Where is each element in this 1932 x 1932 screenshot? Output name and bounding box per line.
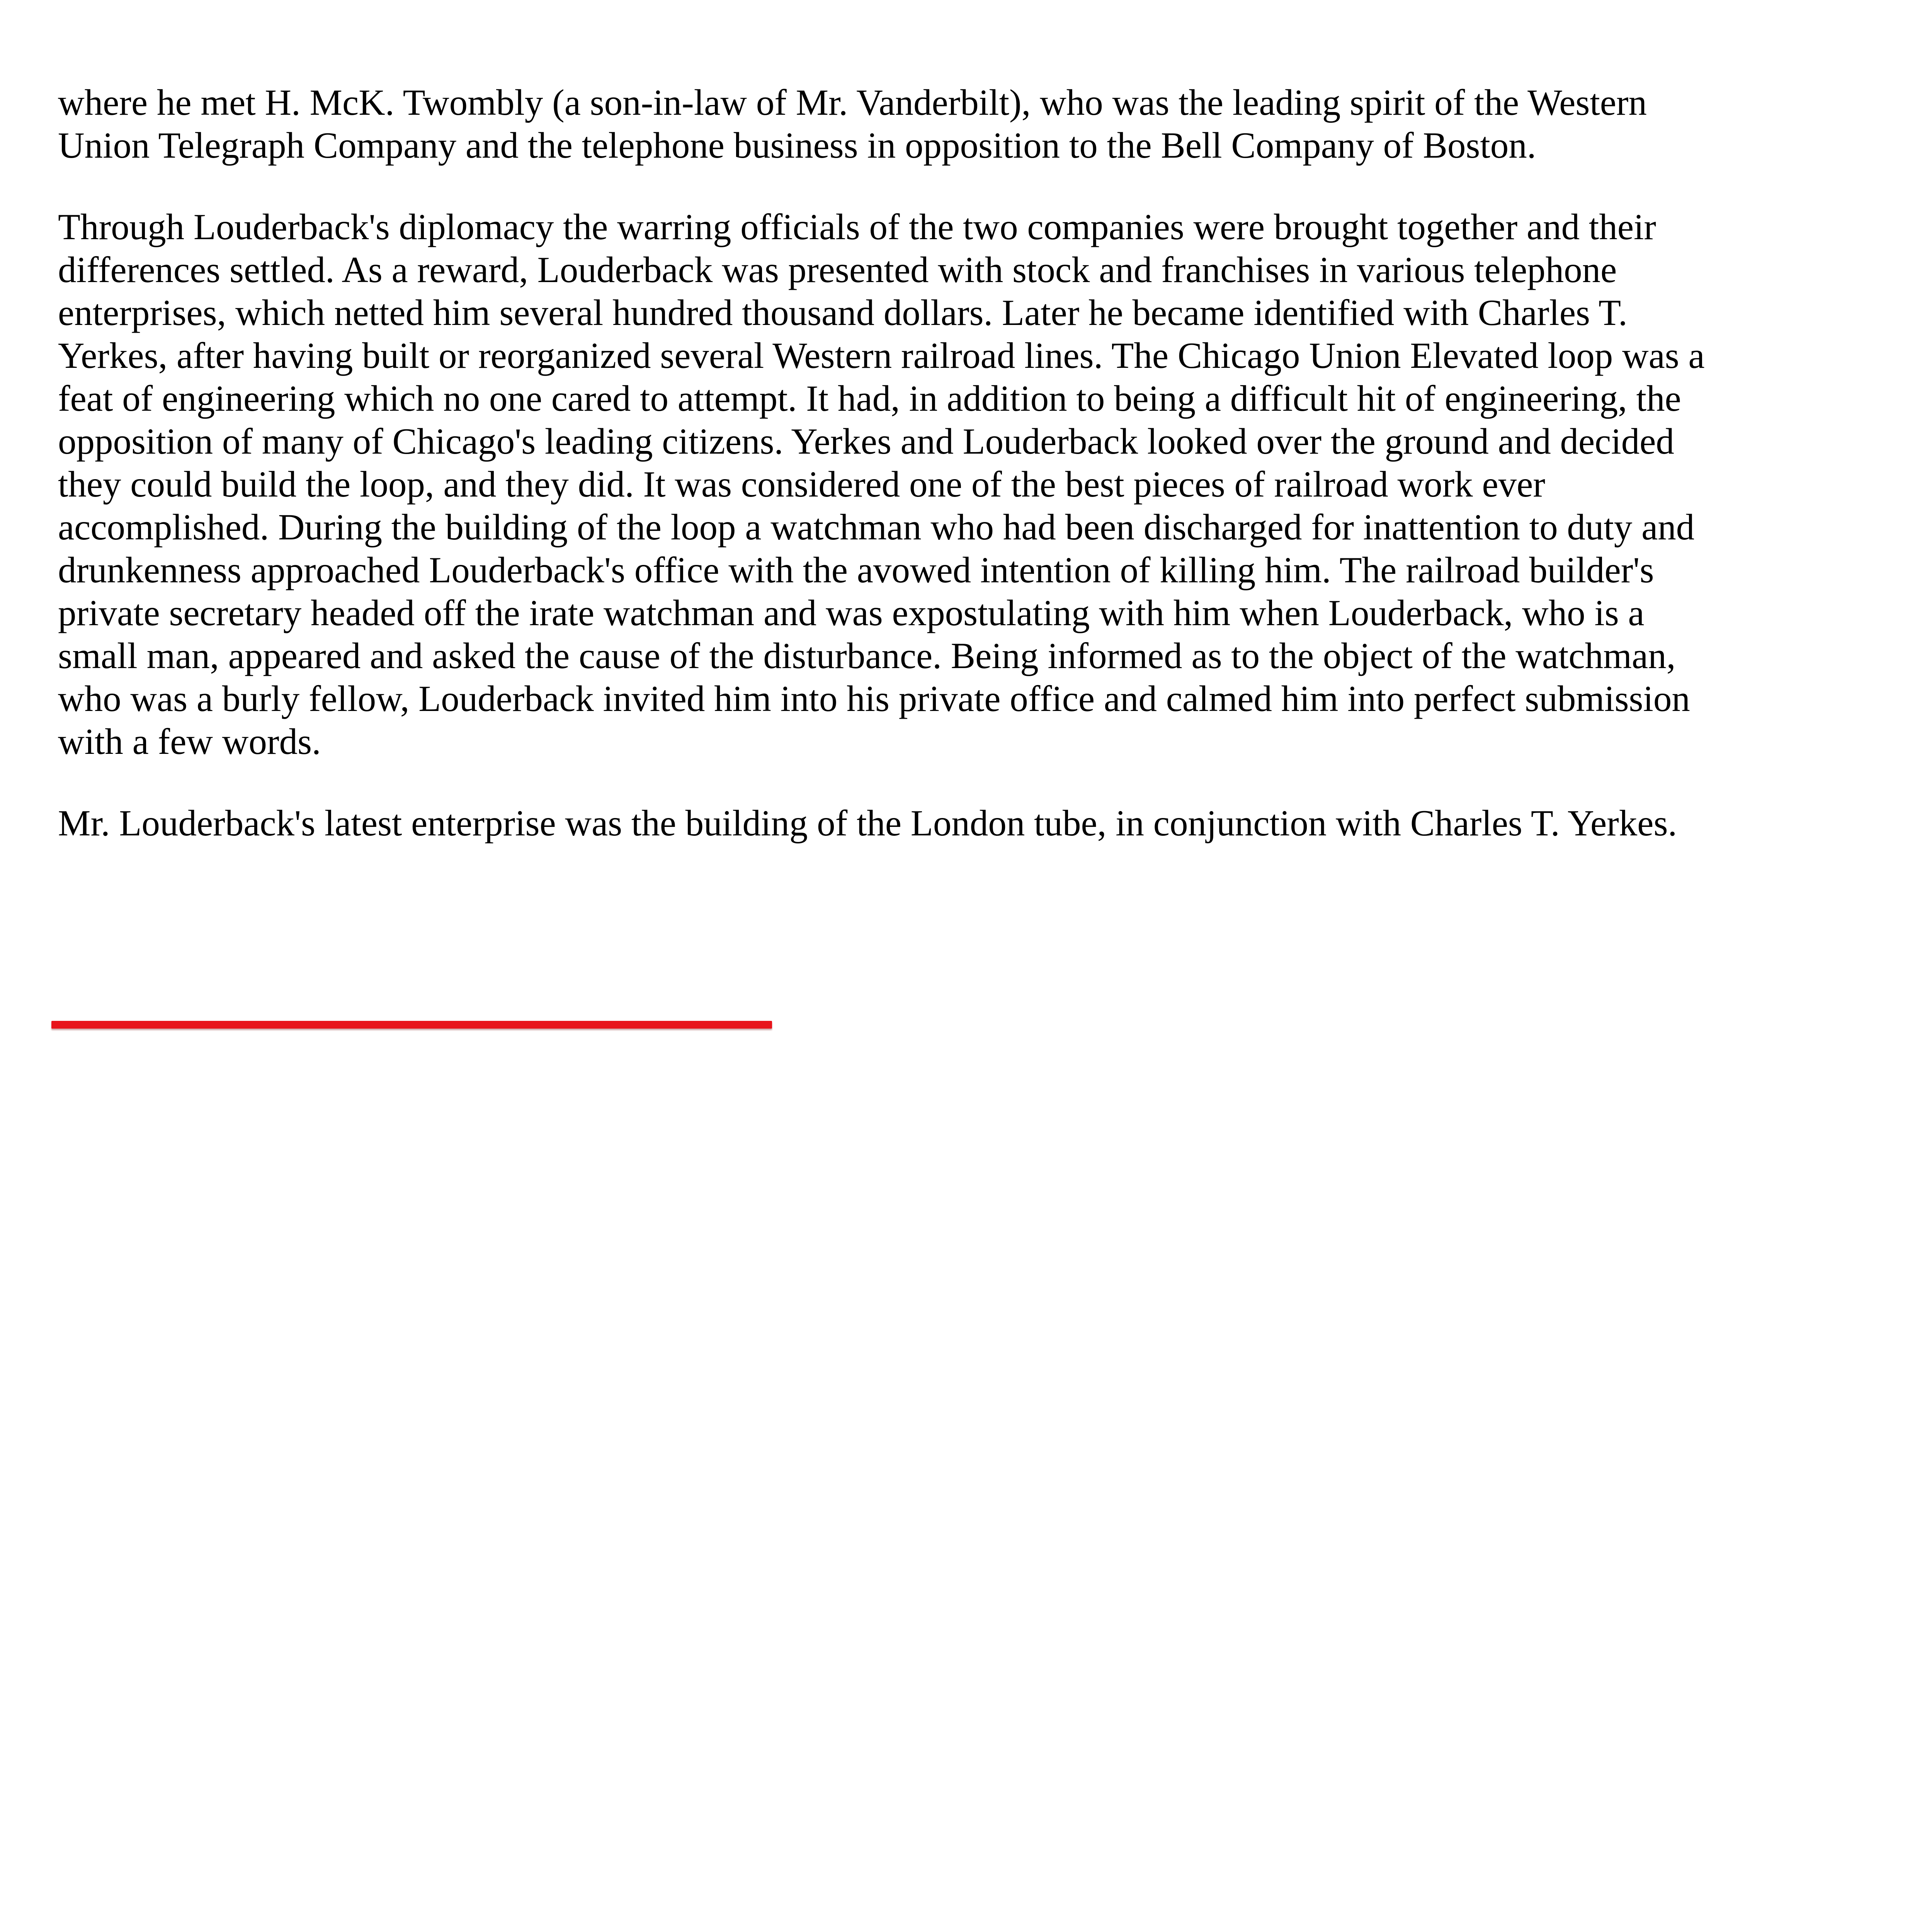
paragraph-2: Through Louderback's diplomacy the warring officials of the two companies were brought together and their differences settled. As a reward, Louderback was presented with stock and franchises in various telephone enterprises, which netted him several hundred thousand dollars. Later he became identified with Charles T. Yerkes, after having built or reorganized several Western railroad lines. The Chicago Union Elevated loop was a feat of engineering which no one cared to attempt. It had, in addition to being a difficult hit of engineering, the opposition of many of Chicago's leading citizens. Yerkes and Louderback looked over the ground and decided they could build the loop, and they did. It was considered one of the best pieces of railroad work ever accomplished. During the building of the loop a watchman who had been discharged for inattention to duty and drunkenness approached Louderback's office with the avowed intention of killing him. The railroad builder's private secretary headed off the irate watchman and was expostulating with him when Louderback, who is a small man, appeared and asked the cause of the disturbance. Being informed as to the object of the watchman, who was a burly fellow, Louderback invited him into his private office and calmed him into perfect submission with a few words. (58, 206, 1705, 762)
paragraph-3: Mr. Louderback's latest enterprise was the building of the London tube, in conjunction with Charles T. Yerkes. (58, 803, 1677, 844)
article-body (58, 81, 1731, 883)
section-divider (51, 1021, 772, 1029)
paragraph-1: where he met H. McK. Twombly (a son-in-law of Mr. Vanderbilt), who was the leading spirit of the Western Union Telegraph Company and the telephone business in opposition to the Bell Company of Boston. (58, 82, 1647, 166)
